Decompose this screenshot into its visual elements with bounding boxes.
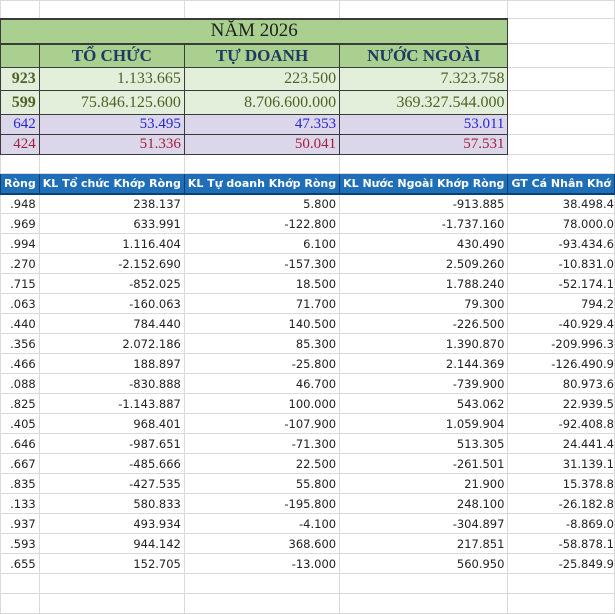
- summary-cell[interactable]: 923: [1, 68, 40, 91]
- column-header[interactable]: Ròng: [1, 174, 40, 194]
- table-cell[interactable]: .835: [1, 474, 40, 494]
- empty-row: [1, 594, 615, 614]
- empty-cell[interactable]: [340, 594, 508, 614]
- table-cell[interactable]: 1.059.904: [340, 414, 508, 434]
- table-cell[interactable]: -25.849.9: [508, 554, 615, 574]
- table-cell[interactable]: 2.144.369: [340, 354, 508, 374]
- table-cell[interactable]: 794.2: [508, 294, 615, 314]
- table-cell[interactable]: .440: [1, 314, 40, 334]
- table-cell[interactable]: .994: [1, 234, 40, 254]
- table-cell[interactable]: 1.788.240: [340, 274, 508, 294]
- summary-cell[interactable]: 599: [1, 91, 40, 115]
- table-cell[interactable]: 944.142: [39, 534, 184, 554]
- table-row: [1, 254, 615, 274]
- table-cell[interactable]: 15.378.8: [508, 474, 615, 494]
- table-row: [1, 414, 615, 434]
- table-cell[interactable]: .948: [1, 194, 40, 214]
- table-row: [1, 394, 615, 414]
- table-cell[interactable]: .405: [1, 414, 40, 434]
- summary-cell[interactable]: 8.706.600.000: [184, 91, 339, 115]
- table-cell[interactable]: .937: [1, 514, 40, 534]
- table-cell[interactable]: 5.800: [184, 194, 339, 214]
- table-cell[interactable]: 79.300: [340, 294, 508, 314]
- table-cell[interactable]: -8.869.0: [508, 514, 615, 534]
- table-row: [1, 334, 615, 354]
- table-cell[interactable]: -71.300: [184, 434, 339, 454]
- summary-cell[interactable]: 642: [1, 115, 40, 135]
- table-cell[interactable]: 543.062: [340, 394, 508, 414]
- table-cell[interactable]: .646: [1, 434, 40, 454]
- table-row: [1, 314, 615, 334]
- empty-row: [1, 574, 615, 594]
- table-row: [1, 514, 615, 534]
- table-cell[interactable]: 22.939.5: [508, 394, 615, 414]
- table-cell[interactable]: 580.833: [39, 494, 184, 514]
- table-cell[interactable]: .088: [1, 374, 40, 394]
- summary-cell[interactable]: 223.500: [184, 68, 339, 91]
- table-cell[interactable]: 248.100: [340, 494, 508, 514]
- table-cell[interactable]: 217.851: [340, 534, 508, 554]
- table-row: [1, 494, 615, 514]
- table-cell[interactable]: -25.800: [184, 354, 339, 374]
- empty-cell[interactable]: [1, 594, 40, 614]
- table-cell[interactable]: 430.490: [340, 234, 508, 254]
- table-cell[interactable]: 152.705: [39, 554, 184, 574]
- table-cell[interactable]: 493.934: [39, 514, 184, 534]
- empty-cell[interactable]: [39, 574, 184, 594]
- table-cell[interactable]: 1.390.870: [340, 334, 508, 354]
- table-cell[interactable]: 784.440: [39, 314, 184, 334]
- table-cell[interactable]: -93.434.6: [508, 234, 615, 254]
- table-cell[interactable]: 78.000.0: [508, 214, 615, 234]
- table-cell[interactable]: 18.500: [184, 274, 339, 294]
- table-row: [1, 274, 615, 294]
- table-cell[interactable]: -122.800: [184, 214, 339, 234]
- table-cell[interactable]: -26.182.8: [508, 494, 615, 514]
- table-cell[interactable]: 560.950: [340, 554, 508, 574]
- table-cell[interactable]: 100.000: [184, 394, 339, 414]
- column-header[interactable]: KL Tổ chức Khớp Ròng: [39, 174, 184, 194]
- table-cell[interactable]: -58.878.1: [508, 534, 615, 554]
- table-cell[interactable]: 46.700: [184, 374, 339, 394]
- table-cell[interactable]: 2.509.260: [340, 254, 508, 274]
- table-cell[interactable]: -485.666: [39, 454, 184, 474]
- header-nuoc-ngoai: NƯỚC NGOÀI: [340, 44, 508, 68]
- summary-cell[interactable]: 369.327.544.000: [340, 91, 508, 115]
- table-cell[interactable]: -13.000: [184, 554, 339, 574]
- table-cell[interactable]: 31.139.1: [508, 454, 615, 474]
- table-cell[interactable]: 140.500: [184, 314, 339, 334]
- table-cell[interactable]: 55.800: [184, 474, 339, 494]
- table-cell[interactable]: -107.900: [184, 414, 339, 434]
- table-row: [1, 534, 615, 554]
- summary-cell[interactable]: 51.336: [39, 135, 184, 155]
- table-cell[interactable]: -913.885: [340, 194, 508, 214]
- year-title: NĂM 2026: [1, 19, 508, 44]
- table-cell[interactable]: -261.501: [340, 454, 508, 474]
- summary-cell[interactable]: 75.846.125.600: [39, 91, 184, 115]
- table-cell[interactable]: -40.929.4: [508, 314, 615, 334]
- table-cell[interactable]: -4.100: [184, 514, 339, 534]
- summary-cell[interactable]: 50.041: [184, 135, 339, 155]
- table-row: [1, 374, 615, 394]
- table-row: [1, 354, 615, 374]
- table-cell[interactable]: 238.137: [39, 194, 184, 214]
- table-cell[interactable]: 80.973.6: [508, 374, 615, 394]
- table-cell[interactable]: .063: [1, 294, 40, 314]
- summary-cell[interactable]: 7.323.758: [340, 68, 508, 91]
- table-cell[interactable]: -2.152.690: [39, 254, 184, 274]
- table-cell[interactable]: 513.305: [340, 434, 508, 454]
- table-cell[interactable]: .825: [1, 394, 40, 414]
- table-cell[interactable]: -92.408.8: [508, 414, 615, 434]
- summary-cell[interactable]: 47.353: [184, 115, 339, 135]
- table-cell[interactable]: -852.025: [39, 274, 184, 294]
- table-cell[interactable]: 1.116.404: [39, 234, 184, 254]
- table-cell[interactable]: 968.401: [39, 414, 184, 434]
- table-row: [1, 434, 615, 454]
- table-cell[interactable]: .969: [1, 214, 40, 234]
- column-header[interactable]: KL Nước Ngoài Khớp Ròng: [340, 174, 508, 194]
- table-cell[interactable]: 188.897: [39, 354, 184, 374]
- table-cell[interactable]: 6.100: [184, 234, 339, 254]
- empty-cell[interactable]: [508, 594, 615, 614]
- table-cell[interactable]: -157.300: [184, 254, 339, 274]
- table-cell[interactable]: 38.498.4: [508, 194, 615, 214]
- table-cell[interactable]: -52.174.1: [508, 274, 615, 294]
- table-cell[interactable]: .655: [1, 554, 40, 574]
- table-cell[interactable]: .593: [1, 534, 40, 554]
- table-cell[interactable]: -427.535: [39, 474, 184, 494]
- summary-cell[interactable]: 53.011: [340, 115, 508, 135]
- table-cell[interactable]: .667: [1, 454, 40, 474]
- table-cell[interactable]: .715: [1, 274, 40, 294]
- table-cell[interactable]: -126.490.9: [508, 354, 615, 374]
- table-row: [1, 194, 615, 214]
- table-cell[interactable]: -1.737.160: [340, 214, 508, 234]
- summary-cell[interactable]: 53.495: [39, 115, 184, 135]
- table-cell[interactable]: 368.600: [184, 534, 339, 554]
- empty-cell[interactable]: [184, 594, 339, 614]
- table-cell[interactable]: 85.300: [184, 334, 339, 354]
- table-cell[interactable]: -209.996.3: [508, 334, 615, 354]
- table-cell[interactable]: .466: [1, 354, 40, 374]
- table-cell[interactable]: -1.143.887: [39, 394, 184, 414]
- empty-cell[interactable]: [508, 574, 615, 594]
- table-row: [1, 294, 615, 314]
- empty-cell[interactable]: [184, 574, 339, 594]
- summary-cell[interactable]: 424: [1, 135, 40, 155]
- column-header[interactable]: KL Tự doanh Khớp Ròng: [184, 174, 339, 194]
- table-cell[interactable]: -304.897: [340, 514, 508, 534]
- empty-cell[interactable]: [1, 574, 40, 594]
- table-cell[interactable]: 21.900: [340, 474, 508, 494]
- table-cell[interactable]: 2.072.186: [39, 334, 184, 354]
- table-cell[interactable]: -987.651: [39, 434, 184, 454]
- table-cell[interactable]: 633.991: [39, 214, 184, 234]
- table-cell[interactable]: 24.441.4: [508, 434, 615, 454]
- table-cell[interactable]: .356: [1, 334, 40, 354]
- table-cell[interactable]: -10.831.0: [508, 254, 615, 274]
- table-row: [1, 234, 615, 254]
- table-cell[interactable]: 22.500: [184, 454, 339, 474]
- column-header[interactable]: GT Cá Nhân Khớ: [508, 174, 615, 194]
- table-cell[interactable]: -195.800: [184, 494, 339, 514]
- table-row: [1, 454, 615, 474]
- table-row: [1, 554, 615, 574]
- table-cell[interactable]: -226.500: [340, 314, 508, 334]
- header-tu-doanh: TỰ DOANH: [184, 44, 339, 68]
- table-cell[interactable]: .270: [1, 254, 40, 274]
- table-cell[interactable]: .133: [1, 494, 40, 514]
- table-cell[interactable]: -830.888: [39, 374, 184, 394]
- table-cell[interactable]: -160.063: [39, 294, 184, 314]
- summary-cell[interactable]: 1.133.665: [39, 68, 184, 91]
- table-row: [1, 214, 615, 234]
- table-cell[interactable]: 71.700: [184, 294, 339, 314]
- summary-cell[interactable]: 57.531: [340, 135, 508, 155]
- empty-cell[interactable]: [340, 574, 508, 594]
- header-to-chuc: TỔ CHỨC: [39, 44, 184, 68]
- empty-cell[interactable]: [39, 594, 184, 614]
- table-cell[interactable]: -739.900: [340, 374, 508, 394]
- table-row: [1, 474, 615, 494]
